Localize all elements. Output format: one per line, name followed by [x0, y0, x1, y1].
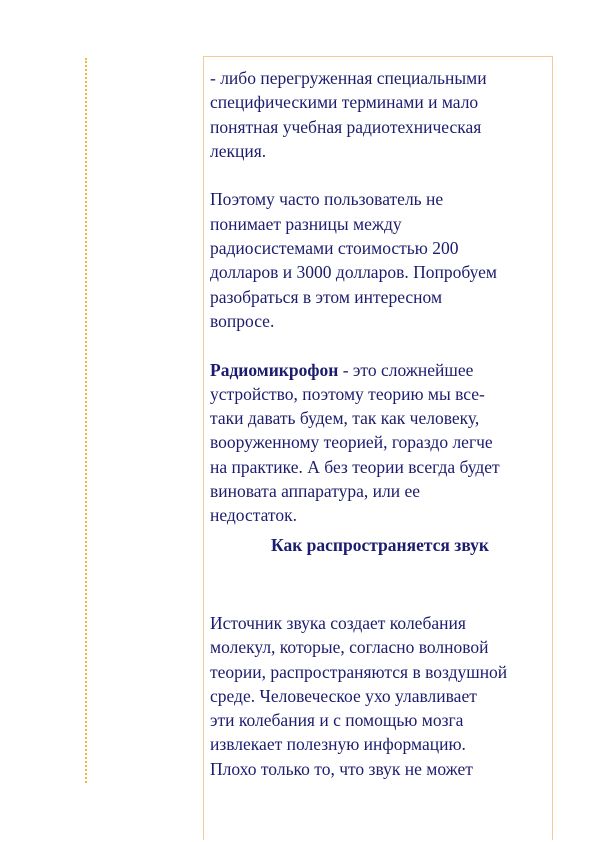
paragraph-1 [210, 66, 550, 163]
text-line: понимает разницы между [210, 213, 402, 234]
text-line-first [210, 358, 550, 382]
text-line: эти колебания и с помощью мозга [210, 710, 464, 731]
heading-spacer [210, 557, 550, 611]
text-line: извлекает полезную информацию. [210, 734, 466, 755]
term-radiomicrophone: Радиомикрофон [210, 359, 339, 380]
paragraph-spacer [210, 163, 550, 187]
dotted-margin-rule [85, 58, 87, 783]
text-line: таки давать будем, так как человеку, [210, 408, 480, 429]
text-line: Поэтому часто пользователь не [210, 189, 444, 210]
paragraph-spacer [210, 333, 550, 357]
text-line: виновата аппаратура, или ее [210, 481, 420, 502]
text-line: на практике. А без теории всегда будет [210, 456, 500, 477]
text-line: разобраться в этом интересном [210, 286, 443, 307]
text-line: - либо перегруженная специальными [210, 68, 487, 88]
text-frame [203, 56, 553, 840]
paragraph-3 [210, 358, 550, 528]
term-definition-start: - это сложнейшее [338, 359, 474, 380]
text-line: устройство, поэтому теорию мы все- [210, 383, 485, 404]
text-line: теории, распространяются в воздушной [210, 661, 508, 682]
text-line: молекул, которые, согласно волновой [210, 637, 489, 658]
text-line: Плохо только то, что звук не может [210, 758, 473, 779]
text-line: вопросе. [210, 310, 275, 331]
text-body [210, 66, 550, 781]
text-line: недостаток. [210, 505, 297, 526]
text-line: среде. Человеческое ухо улавливает [210, 685, 477, 706]
text-line: понятная учебная радиотехническая [210, 116, 482, 137]
text-line: Источник звука создает колебания [210, 612, 466, 633]
text-line: вооруженному теорией, гораздо легче [210, 432, 493, 453]
paragraph-2 [210, 187, 550, 333]
text-line: лекция. [210, 140, 267, 161]
text-line: радиосистемами стоимостью 200 [210, 238, 459, 259]
text-line: долларов и 3000 долларов. Попробуем [210, 262, 497, 283]
section-heading: Как распространяется звук [271, 534, 489, 555]
paragraph-4 [210, 611, 550, 781]
text-line: специфическими терминами и мало [210, 92, 479, 113]
